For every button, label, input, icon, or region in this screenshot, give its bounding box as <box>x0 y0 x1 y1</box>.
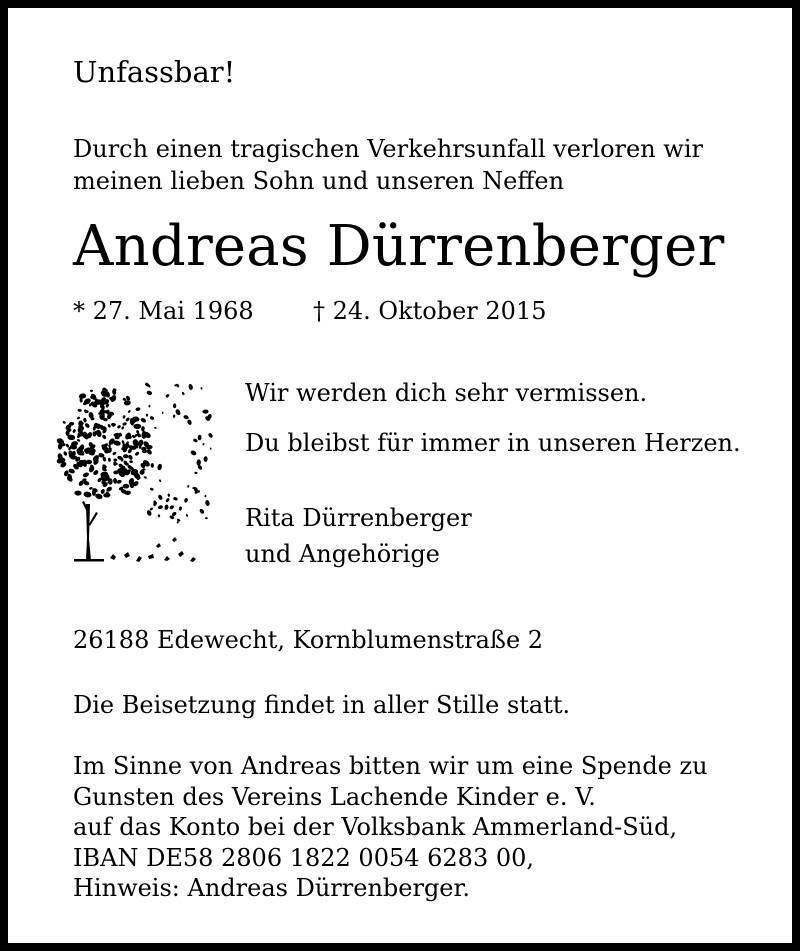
leaf-mark <box>164 504 169 510</box>
lead-line: Durch einen tragischen Verkehrsunfall verloren wir <box>73 135 703 163</box>
leaf-mark <box>108 458 111 462</box>
leaf-mark <box>83 418 87 423</box>
leaf-mark <box>167 493 170 497</box>
leaf-mark <box>74 490 82 495</box>
deceased-name: Andreas Dürrenberger <box>73 214 725 279</box>
leaf-mark <box>105 486 112 493</box>
leaf-mark <box>181 391 185 395</box>
leaf-mark <box>66 430 70 436</box>
leaf-mark <box>84 409 88 414</box>
donation-request <box>73 751 708 904</box>
leaf-mark <box>169 505 175 511</box>
leaf-mark <box>193 438 199 443</box>
leaf-mark <box>159 479 162 482</box>
leaf-mark <box>175 408 182 416</box>
leaf-mark <box>90 390 93 392</box>
leaf-mark <box>72 429 76 434</box>
leaf-mark <box>129 460 133 463</box>
leaf-mark <box>187 419 193 426</box>
leaf-mark <box>151 463 154 468</box>
lead-line: meinen lieben Sohn und unseren Neffen <box>73 167 565 195</box>
donation-line: IBAN DE58 2806 1822 0054 6283 00, <box>73 843 535 872</box>
leaf-mark <box>205 517 208 519</box>
leaf-mark <box>178 506 182 511</box>
leaf-mark <box>121 426 125 430</box>
leaf-mark <box>150 487 155 491</box>
leaf-mark <box>157 494 163 501</box>
leaf-mark <box>113 458 117 461</box>
leaf-mark <box>203 456 207 462</box>
donation-line: auf das Konto bei der Volksbank Ammerland-Süd, <box>73 813 678 841</box>
leaf-mark <box>84 422 90 429</box>
leaf-mark <box>149 507 153 511</box>
intro-exclamation: Unfassbar! <box>73 55 236 89</box>
leaf-mark <box>173 403 176 408</box>
leaf-mark <box>76 416 80 420</box>
leaf-mark <box>184 497 189 503</box>
leaf-mark <box>101 434 107 440</box>
leaf-mark <box>123 454 129 459</box>
lead-text <box>73 133 703 197</box>
leaf-mark <box>157 505 163 510</box>
leaf-mark <box>158 514 161 517</box>
leaf-mark <box>62 421 66 425</box>
leaf-mark <box>112 451 117 456</box>
leaf-mark <box>162 412 164 414</box>
leaf-mark <box>133 424 141 429</box>
signature-block <box>245 500 472 572</box>
leaf-mark <box>146 390 153 396</box>
leaf-mark <box>148 405 150 408</box>
leaf-mark <box>145 434 149 437</box>
leaf-mark <box>173 497 178 502</box>
signature-line: und Angehörige <box>245 540 440 568</box>
leaf-mark <box>205 500 211 507</box>
leaf-mark <box>122 415 126 419</box>
leaf-mark <box>117 425 122 429</box>
leaf-mark <box>128 454 134 461</box>
leaf-mark <box>63 451 68 457</box>
leaf-mark <box>113 478 118 484</box>
leaf-mark <box>165 393 170 398</box>
leaf-mark <box>127 410 131 414</box>
leaf-mark <box>82 472 90 479</box>
leaf-mark <box>187 485 190 488</box>
leaf-mark <box>198 435 202 441</box>
donation-line: Hinweis: Andreas Dürrenberger. <box>73 874 470 902</box>
leaf-mark <box>188 384 194 391</box>
leaf-mark <box>113 461 117 466</box>
leaf-mark <box>176 518 180 522</box>
leaf-mark <box>146 509 152 516</box>
leaf-mark <box>125 417 130 422</box>
leaf-mark <box>183 414 189 419</box>
leaf-mark <box>153 501 158 507</box>
leaf-mark <box>200 387 203 390</box>
leaf-mark <box>202 409 208 413</box>
birth-date: * 27. Mai 1968 <box>73 297 254 325</box>
leaf-mark <box>77 438 81 442</box>
leaf-mark <box>157 463 163 470</box>
funeral-note: Die Beisetzung findet in aller Stille statt. <box>73 691 571 719</box>
leaf-mark <box>165 498 170 503</box>
signature-line: Rita Dürrenberger <box>245 504 472 532</box>
donation-line: Gunsten des Vereins Lachende Kinder e. V. <box>73 782 596 811</box>
leaf-mark <box>122 422 127 426</box>
leaf-mark <box>194 472 197 474</box>
leaf-mark <box>202 443 205 446</box>
leaf-mark <box>190 450 198 457</box>
leaf-mark <box>154 427 157 429</box>
remembrance-message: Du bleibst für immer in unseren Herzen. <box>245 429 741 457</box>
address: 26188 Edewecht, Kornblumenstraße 2 <box>73 626 544 654</box>
leaf-mark <box>146 413 149 416</box>
leaf-mark <box>210 447 212 449</box>
leaf-mark <box>196 459 201 466</box>
leaf-mark <box>111 423 116 427</box>
leaf-mark <box>173 414 176 418</box>
leaf-mark <box>68 468 75 474</box>
tree-with-falling-leaves-icon <box>52 374 222 574</box>
death-date: † 24. Oktober 2015 <box>313 297 547 325</box>
leaf-mark <box>77 409 82 413</box>
leaf-mark <box>204 495 206 498</box>
leaf-mark <box>207 432 213 438</box>
leaf-mark <box>140 417 147 423</box>
farewell-message: Wir werden dich sehr vermissen. <box>245 379 648 407</box>
leaf-mark <box>95 429 102 438</box>
leaf-mark <box>123 484 130 489</box>
leaf-mark <box>135 407 141 412</box>
leaf-mark <box>186 514 189 517</box>
leaf-mark <box>199 508 205 515</box>
leaf-mark <box>143 476 147 479</box>
leaf-mark <box>134 451 139 457</box>
donation-line: Im Sinne von Andreas bitten wir um eine Spende zu <box>73 752 708 780</box>
leaf-mark <box>107 424 111 429</box>
leaf-mark <box>83 491 92 498</box>
leaf-mark <box>149 416 154 421</box>
